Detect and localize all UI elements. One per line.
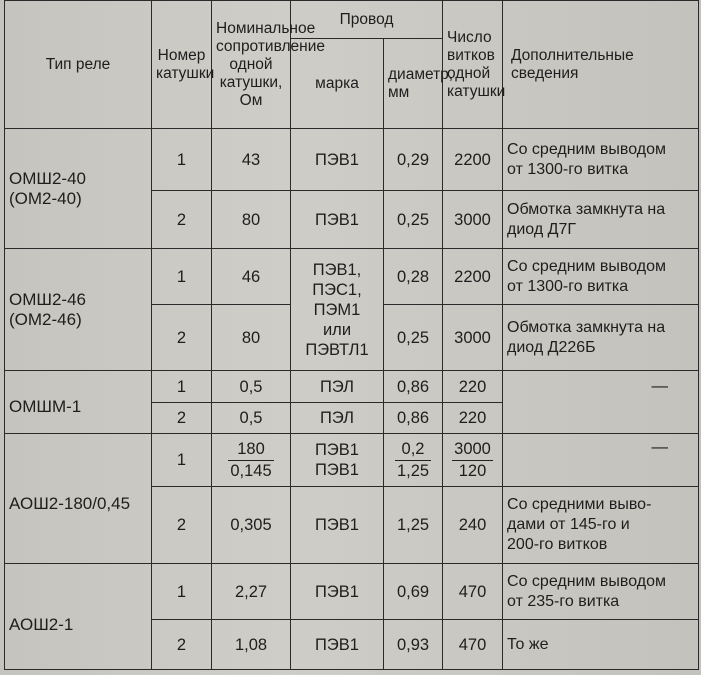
relay-type-line: ОМШ2-40 [9, 168, 86, 188]
relay-coil-table [4, 0, 699, 670]
info-line: То же [507, 635, 549, 653]
col-header-coil-no: Номер катушки [152, 1, 212, 129]
table-row [5, 371, 699, 403]
relay-type-line: АОШ2-1 [9, 614, 74, 634]
coil-no-cell: 1 [152, 249, 212, 305]
turns-cell: 2200 [443, 129, 503, 191]
resistance-cell: 0,5 [212, 403, 291, 434]
wire-mark-cell [291, 434, 384, 487]
coil-no-cell: 2 [152, 403, 212, 434]
col-header-wire: Провод [291, 1, 443, 39]
wire-diam-cell: 0,25 [384, 305, 443, 371]
info-line: от 1300-го витка [507, 160, 629, 178]
turns-fraction [452, 439, 493, 482]
info-cell [503, 487, 699, 564]
wire-mark-line: ПЭВТЛ1 [305, 340, 369, 359]
fraction-top: 180 [228, 439, 273, 461]
wire-diam-cell: 1,25 [384, 487, 443, 564]
relay-type-line: ОМШ2-46 [9, 289, 86, 309]
diam-fraction [395, 439, 431, 482]
coil-no-cell: 2 [152, 305, 212, 371]
turns-cell: 2200 [443, 249, 503, 305]
coil-no-cell: 2 [152, 487, 212, 564]
wire-mark-line: ПЭВ1, [312, 260, 362, 279]
turns-cell: 3000 [443, 305, 503, 371]
wire-mark-line: или [322, 320, 352, 339]
col-header-turns: Число витков одной катушки [443, 1, 503, 129]
wire-diam-cell: 0,29 [384, 129, 443, 191]
wire-mark-line: ПЭМ1 [313, 300, 361, 319]
info-cell [503, 191, 699, 249]
wire-mark-line: ПЭВ1 [315, 441, 359, 459]
wire-mark-cell: ПЭЛ [291, 403, 384, 434]
header-row [5, 1, 699, 39]
coil-no-cell: 2 [152, 191, 212, 249]
relay-type-line: (ОМ2-40) [9, 188, 82, 208]
resistance-cell: 2,27 [212, 564, 291, 620]
relay-type-line: ОМШМ-1 [9, 397, 82, 416]
fraction-bottom: 1,25 [396, 461, 430, 480]
turns-cell: 240 [443, 487, 503, 564]
info-line: Со средним выводом [507, 572, 667, 590]
turns-cell [443, 434, 503, 487]
resistance-cell: 80 [212, 305, 291, 371]
wire-mark-line: ПЭС1, [312, 280, 362, 299]
resistance-cell [212, 434, 291, 487]
relay-type-cell [5, 129, 152, 249]
wire-diam-cell: 0,25 [384, 191, 443, 249]
wire-mark-cell: ПЭВ1 [291, 191, 384, 249]
info-line: Обмотка замкнута на [507, 200, 666, 218]
info-cell: — [503, 434, 699, 487]
fraction-top: 0,2 [395, 439, 431, 461]
info-cell [503, 129, 699, 191]
coil-no-cell: 1 [152, 129, 212, 191]
resistance-fraction [228, 439, 273, 482]
info-line: от 235-го витка [507, 592, 620, 610]
turns-cell: 220 [443, 371, 503, 403]
relay-type-cell [5, 434, 152, 564]
wire-mark-line: ПЭВ1 [315, 461, 359, 479]
col-header-resistance: Номинальное сопротивление одной катушки, Ом [212, 1, 291, 129]
wire-mark-cell: ПЭВ1 [291, 129, 384, 191]
info-cell [503, 564, 699, 620]
resistance-cell: 80 [212, 191, 291, 249]
relay-type-cell [5, 564, 152, 670]
col-header-wire-mark: марка [291, 39, 384, 129]
resistance-cell: 46 [212, 249, 291, 305]
wire-mark-cell: ПЭВ1 [291, 620, 384, 670]
relay-type-line: АОШ2-180/0,45 [9, 493, 131, 513]
resistance-cell: 0,305 [212, 487, 291, 564]
wire-mark-cell: ПЭЛ [291, 371, 384, 403]
table-row [5, 434, 699, 487]
col-header-type: Тип реле [5, 1, 152, 129]
wire-diam-cell: 0,93 [384, 620, 443, 670]
info-line: Обмотка замкнута на [507, 318, 666, 336]
coil-no-cell: 1 [152, 434, 212, 487]
coil-no-cell: 2 [152, 620, 212, 670]
wire-diam-cell: 0,69 [384, 564, 443, 620]
info-cell [503, 249, 699, 305]
relay-type-cell [5, 371, 152, 434]
resistance-cell: 1,08 [212, 620, 291, 670]
wire-diam-cell [384, 434, 443, 487]
wire-diam-cell: 0,28 [384, 249, 443, 305]
relay-type-line: (ОМ2-46) [9, 309, 82, 329]
info-line: от 1300-го витка [507, 277, 629, 295]
col-header-wire-diam: диаметр, мм [384, 39, 443, 129]
info-cell: — [503, 371, 699, 434]
turns-cell: 470 [443, 620, 503, 670]
info-line: 200-го витков [507, 536, 608, 553]
wire-mark-cell: ПЭВ1 [291, 487, 384, 564]
info-line: Со средним выводом [507, 140, 667, 158]
resistance-cell: 43 [212, 129, 291, 191]
wire-diam-cell: 0,86 [384, 371, 443, 403]
info-cell [503, 305, 699, 371]
wire-mark-cell: ПЭВ1 [291, 564, 384, 620]
wire-mark-cell [291, 249, 384, 371]
table-row [5, 564, 699, 620]
col-header-info: Дополнительные сведения [503, 1, 699, 129]
info-line: дами от 145-го и [507, 516, 630, 533]
coil-no-cell: 1 [152, 564, 212, 620]
fraction-top: 3000 [452, 439, 493, 461]
resistance-cell: 0,5 [212, 371, 291, 403]
coil-no-cell: 1 [152, 371, 212, 403]
info-line: диод Д226Б [507, 338, 596, 356]
info-line: Со средними выво- [507, 496, 652, 513]
info-line: диод Д7Г [507, 220, 577, 238]
relay-type-cell [5, 249, 152, 371]
table-row [5, 249, 699, 305]
wire-diam-cell: 0,86 [384, 403, 443, 434]
turns-cell: 220 [443, 403, 503, 434]
fraction-bottom: 0,145 [230, 461, 272, 480]
table-row [5, 129, 699, 191]
info-cell [503, 620, 699, 670]
turns-cell: 470 [443, 564, 503, 620]
fraction-bottom: 120 [458, 461, 487, 480]
turns-cell: 3000 [443, 191, 503, 249]
info-line: Со средним выводом [507, 257, 667, 275]
